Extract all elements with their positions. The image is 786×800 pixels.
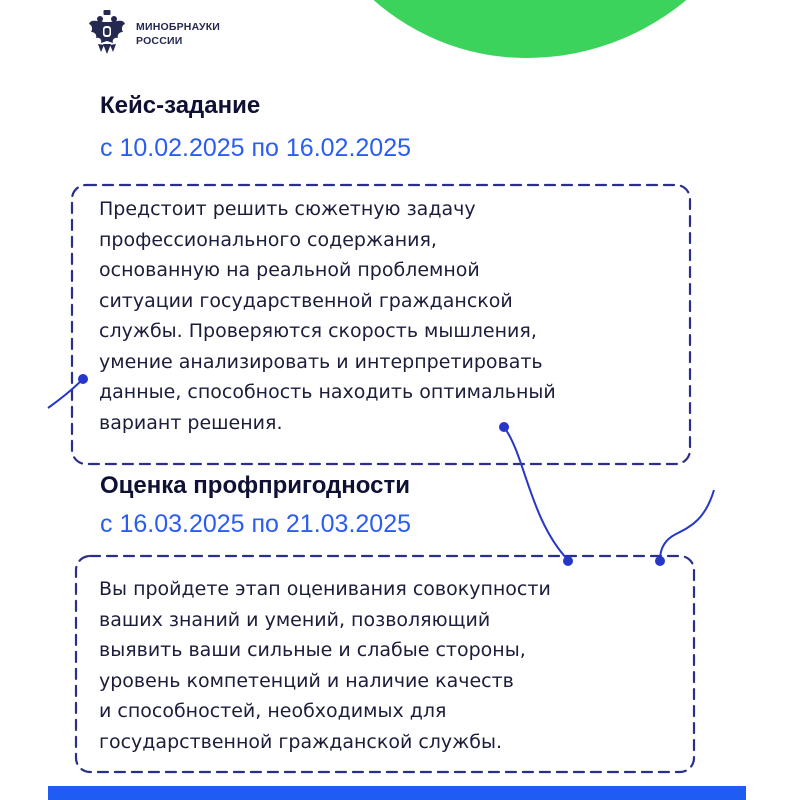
- blue-bottom-bar: [48, 786, 746, 800]
- description-line: уровень компетенций и наличие качеств: [99, 669, 514, 692]
- section-title-case-task: Кейс-задание: [100, 92, 261, 119]
- case-task-description: [99, 194, 556, 438]
- description-line: умение анализировать и интерпретировать: [99, 350, 543, 373]
- description-line: данные, способность находить оптимальный: [99, 381, 556, 403]
- aptitude-assessment-description: [99, 574, 551, 757]
- description-line: государственной гражданской службы.: [99, 730, 503, 753]
- section-dates-case-task: с 10.02.2025 по 16.02.2025: [100, 134, 412, 162]
- logo-line-2: РОССИИ: [136, 35, 183, 47]
- description-line: вариант решения.: [99, 411, 283, 434]
- section-dates-aptitude-assessment: с 16.03.2025 по 21.03.2025: [100, 510, 412, 538]
- description-line: профессионального содержания,: [99, 228, 437, 251]
- green-decorative-shape: [296, 0, 746, 58]
- description-line: выявить ваши сильные и слабые стороны,: [99, 639, 526, 661]
- description-line: и способностей, необходимых для: [99, 700, 447, 722]
- description-line: ваших знаний и умений, позволяющий: [99, 608, 491, 631]
- ministry-logo-text: [136, 20, 220, 48]
- description-line: ситуации государственной гражданской: [99, 289, 513, 312]
- description-line: службы. Проверяются скорость мышления,: [99, 320, 537, 342]
- double-headed-eagle-emblem-icon: [88, 10, 126, 56]
- logo-line-1: МИНОБРНАУКИ: [136, 21, 221, 33]
- description-line: Предстоит решить сюжетную задачу: [99, 198, 476, 220]
- section-title-aptitude-assessment: Оценка профпригодности: [100, 472, 410, 499]
- description-line: Вы пройдете этап оценивания совокупности: [99, 578, 551, 600]
- description-line: основанную на реальной проблемной: [99, 259, 480, 281]
